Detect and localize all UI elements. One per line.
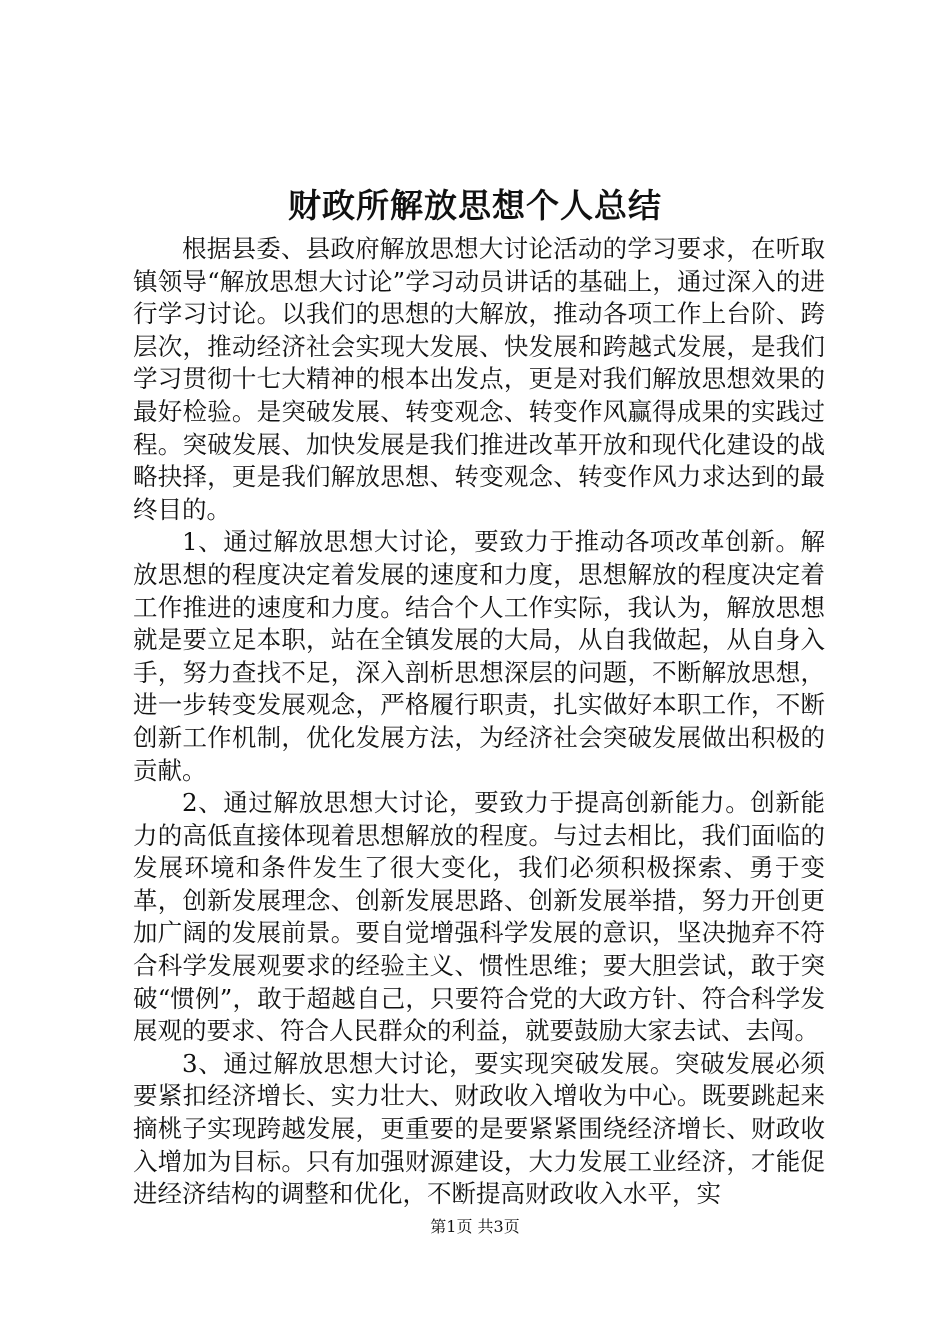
document-body — [133, 233, 825, 1211]
paragraph-intro: 根据县委、县政府解放思想大讨论活动的学习要求，在听取镇领导“解放思想大讨论”学习动员讲话的基础上，通过深入的进行学习讨论。以我们的思想的大解放，推动各项工作上台阶、跨层次，推动经济社会实现大发展、快发展和跨越式发展，是我们学习贯彻十七大精神的根本出发点，更是对我们解放思想效果的最好检验。是突破发展、转变观念、转变作风赢得成果的实践过程。突破发展、加快发展是我们推进改革开放和现代化建设的战略抉择，更是我们解放思想、转变观念、转变作风力求达到的最终目的。 — [133, 234, 825, 524]
paragraph-point-3: 3、通过解放思想大讨论，要实现突破发展。突破发展必须要紧扣经济增长、实力壮大、财政收入增收为中心。既要跳起来摘桃子实现跨越发展，更重要的是要紧紧围绕经济增长、财政收入增加为目标。只有加强财源建设，大力发展工业经济，才能促进经济结构的调整和优化，不断提高财政收入水平，实 — [133, 1048, 825, 1209]
paragraph-point-1: 1、通过解放思想大讨论，要致力于推动各项改革创新。解放思想的程度决定着发展的速度和力度，思想解放的程度决定着工作推进的速度和力度。结合个人工作实际，我认为，解放思想就是要立足本职，站在全镇发展的大局，从自我做起，从自身入手，努力查找不足，深入剖析思想深层的问题，不断解放思想，进一步转变发展观念，严格履行职责，扎实做好本职工作，不断创新工作机制，优化发展方法，为经济社会突破发展做出积极的贡献。 — [133, 527, 825, 785]
paragraph-point-2: 2、通过解放思想大讨论，要致力于提高创新能力。创新能力的高低直接体现着思想解放的程度。与过去相比，我们面临的发展环境和条件发生了很大变化，我们必须积极探索、勇于变革，创新发展理念、创新发展思路、创新发展举措，努力开创更加广阔的发展前景。要自觉增强科学发展的意识，坚决抛弃不符合科学发展观要求的经验主义、惯性思维；要大胆尝试，敢于突破“惯例”，敢于超越自己，只要符合党的大政方针、符合科学发展观的要求、符合人民群众的利益，就要鼓励大家去试、去闯。 — [133, 788, 825, 1046]
document-title: 财政所解放思想个人总结 — [288, 186, 662, 225]
page-number-footer: 第1页 共3页 — [430, 1217, 520, 1236]
